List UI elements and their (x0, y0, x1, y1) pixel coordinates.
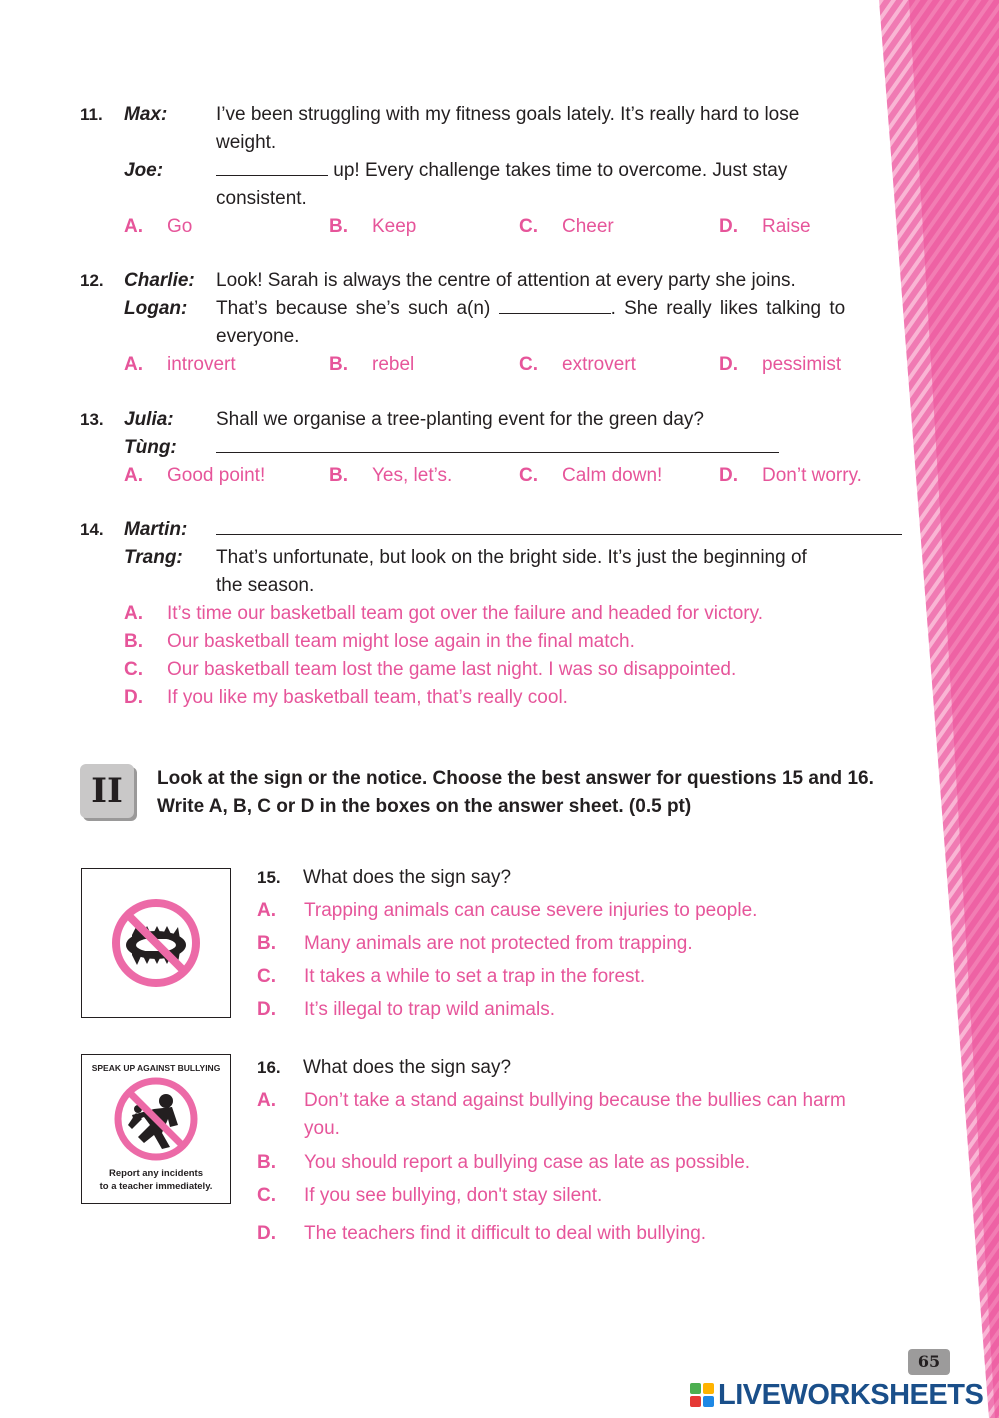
question-number: 14. (80, 520, 104, 539)
question-15 (257, 864, 897, 1029)
question-number: 13. (80, 410, 104, 429)
speaker: Martin: (124, 519, 188, 540)
question-number: 11. (80, 105, 103, 124)
dialogue-line (216, 434, 904, 462)
speaker: Tùng: (124, 437, 177, 458)
option-d[interactable]: D. It’s illegal to trap wild animals. (257, 999, 555, 1020)
option-a[interactable]: A. Good point! (124, 465, 266, 486)
no-bullying-icon (82, 1073, 230, 1167)
speaker: Logan: (124, 298, 188, 319)
speaker: Trang: (124, 547, 183, 568)
option-c[interactable]: C. extrovert (519, 354, 636, 375)
speaker: Charlie: (124, 270, 195, 291)
answer-blank[interactable] (216, 434, 779, 453)
dialogue-line: Look! Sarah is always the centre of attention at every party she joins. (216, 270, 796, 291)
option-a[interactable]: A. introvert (124, 354, 236, 375)
option-b[interactable]: B. rebel (329, 354, 415, 375)
answer-options (80, 351, 910, 379)
no-trapping-sign (81, 868, 231, 1018)
question-number: 15. (257, 868, 281, 887)
option-c[interactable]: C. Cheer (519, 216, 614, 237)
option-a[interactable]: A. It’s time our basketball team got over the failure and headed for victory. (124, 603, 764, 624)
brand-name: LIVEWORKSHEETS (718, 1378, 984, 1411)
option-c[interactable]: C. Calm down! (519, 465, 663, 486)
page-number: 65 (908, 1349, 950, 1375)
question-number: 16. (257, 1058, 281, 1077)
option-b[interactable]: B. Yes, let’s. (329, 465, 453, 486)
dialogue-line: the season. (216, 575, 315, 596)
dialogue-line: everyone. (216, 326, 300, 347)
answer-options (80, 462, 910, 490)
question-12 (80, 267, 910, 379)
option-c[interactable]: C. It takes a while to set a trap in the forest. (257, 966, 646, 987)
option-a[interactable]: A. Don’t take a stand against bullying because the bullies can harm you. (257, 1090, 846, 1139)
answer-blank[interactable] (216, 157, 328, 176)
question-prompt: What does the sign say? (303, 1057, 512, 1078)
dialogue-line (216, 516, 904, 544)
question-prompt: What does the sign say? (303, 867, 512, 888)
option-d[interactable]: D. If you like my basketball team, that’s really cool. (124, 687, 568, 708)
question-16 (257, 1054, 897, 1253)
option-a[interactable]: A. Go (124, 216, 193, 237)
option-b[interactable]: B. Our basketball team might lose again in the final match. (124, 631, 635, 652)
question-13 (80, 406, 910, 490)
anti-bullying-sign (81, 1054, 231, 1204)
option-d[interactable]: D. Don’t worry. (719, 465, 862, 486)
dialogue-line: I’ve been struggling with my fitness goals lately. It’s really hard to lose (216, 104, 800, 125)
dialogue-line: That’s because she’s such a(n) . She really likes talking to (216, 295, 904, 323)
option-d[interactable]: D. The teachers find it difficult to deal with bullying. (257, 1223, 707, 1244)
no-trap-icon (82, 869, 230, 1017)
option-a[interactable]: A. Trapping animals can cause severe injuries to people. (257, 900, 758, 921)
dialogue-line: weight. (216, 132, 277, 153)
section-badge: II (80, 764, 134, 818)
liveworksheets-logo-icon (690, 1383, 714, 1407)
option-b[interactable]: B. You should report a bullying case as late as possible. (257, 1152, 751, 1173)
dialogue-line: up! Every challenge takes time to overcome. Just stay (216, 157, 904, 185)
speaker: Max: (124, 104, 168, 125)
answer-options (80, 213, 910, 241)
dialogue-line: That’s unfortunate, but look on the bright side. It’s just the beginning of (216, 547, 807, 568)
section-instruction: Look at the sign or the notice. Choose the best answer for questions 15 and 16. Write A, B, C or D in the boxes on the answer sheet. (0.5 pt) (157, 768, 874, 817)
footer-brand (690, 1378, 983, 1412)
option-b[interactable]: B. Many animals are not protected from trapping. (257, 933, 693, 954)
dialogue-line: Shall we organise a tree-planting event for the green day? (216, 409, 704, 430)
option-d[interactable]: D. Raise (719, 216, 811, 237)
dialogue-line: consistent. (216, 188, 307, 209)
option-c[interactable]: C. If you see bullying, don't stay silent. (257, 1185, 603, 1206)
answer-blank[interactable] (216, 516, 902, 535)
speaker: Julia: (124, 409, 174, 430)
question-11 (80, 101, 910, 241)
sign-header: SPEAK UP AGAINST BULLYING (91, 1063, 221, 1073)
option-b[interactable]: B. Keep (329, 216, 417, 237)
question-14 (80, 516, 910, 712)
answer-blank[interactable] (499, 295, 611, 314)
speaker: Joe: (124, 160, 164, 181)
option-d[interactable]: D. pessimist (719, 354, 842, 375)
option-c[interactable]: C. Our basketball team lost the game last night. I was so disappointed. (124, 659, 737, 680)
question-number: 12. (80, 271, 104, 290)
sign-footer: Report any incidents to a teacher immediately. (99, 1168, 213, 1192)
